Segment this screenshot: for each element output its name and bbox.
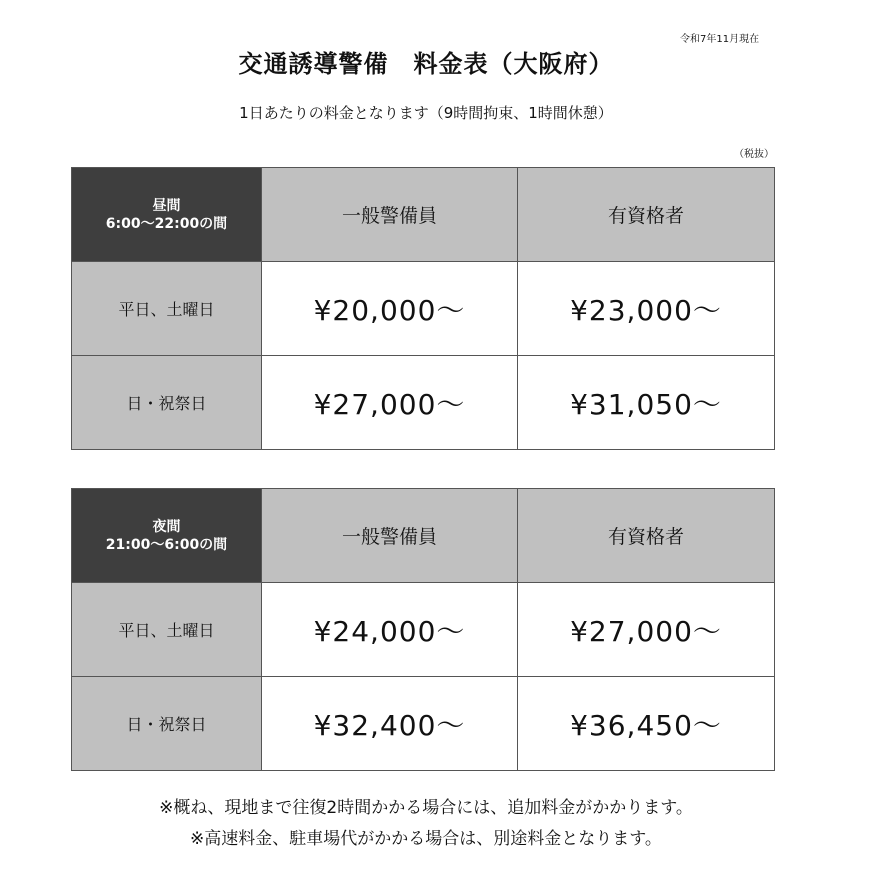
table-row — [72, 677, 775, 771]
price-qualified: ¥36,450〜 — [518, 677, 775, 771]
as-of-date: 令和7年11月現在 — [680, 34, 760, 45]
row-header-holiday: 日・祝祭日 — [72, 356, 262, 450]
period-cell — [72, 168, 262, 262]
row-header-weekday: 平日、土曜日 — [72, 262, 262, 356]
period-hours: 6:00〜22:00の間 — [105, 215, 228, 232]
price-general: ¥27,000〜 — [262, 356, 518, 450]
page-subtitle: 1日あたりの料金となります（9時間拘束、1時間休憩） — [239, 104, 613, 122]
table-row — [72, 262, 775, 356]
period-label: 夜間 — [152, 518, 181, 535]
row-header-weekday: 平日、土曜日 — [72, 583, 262, 677]
row-header-holiday: 日・祝祭日 — [72, 677, 262, 771]
period-cell — [72, 489, 262, 583]
column-header-general: 一般警備員 — [262, 168, 518, 262]
table-row — [72, 356, 775, 450]
table-header-row — [72, 168, 775, 262]
daytime-rate-table — [71, 167, 775, 450]
column-header-qualified: 有資格者 — [518, 168, 775, 262]
table-header-row — [72, 489, 775, 583]
price-general: ¥20,000〜 — [262, 262, 518, 356]
period-hours: 21:00〜6:00の間 — [105, 536, 228, 553]
tax-note: （税抜） — [734, 149, 774, 160]
nighttime-rate-table — [71, 488, 775, 771]
column-header-general: 一般警備員 — [262, 489, 518, 583]
page-title: 交通誘導警備 料金表（大阪府） — [238, 50, 614, 78]
table-row — [72, 583, 775, 677]
price-qualified: ¥31,050〜 — [518, 356, 775, 450]
footnote-travel: ※概ね、現地まで往復2時間かかる場合には、追加料金がかかります。 — [159, 798, 693, 818]
price-qualified: ¥27,000〜 — [518, 583, 775, 677]
price-qualified: ¥23,000〜 — [518, 262, 775, 356]
period-label: 昼間 — [152, 197, 181, 214]
price-general: ¥32,400〜 — [262, 677, 518, 771]
price-general: ¥24,000〜 — [262, 583, 518, 677]
column-header-qualified: 有資格者 — [518, 489, 775, 583]
footnote-expenses: ※高速料金、駐車場代がかかる場合は、別途料金となります。 — [190, 829, 662, 849]
